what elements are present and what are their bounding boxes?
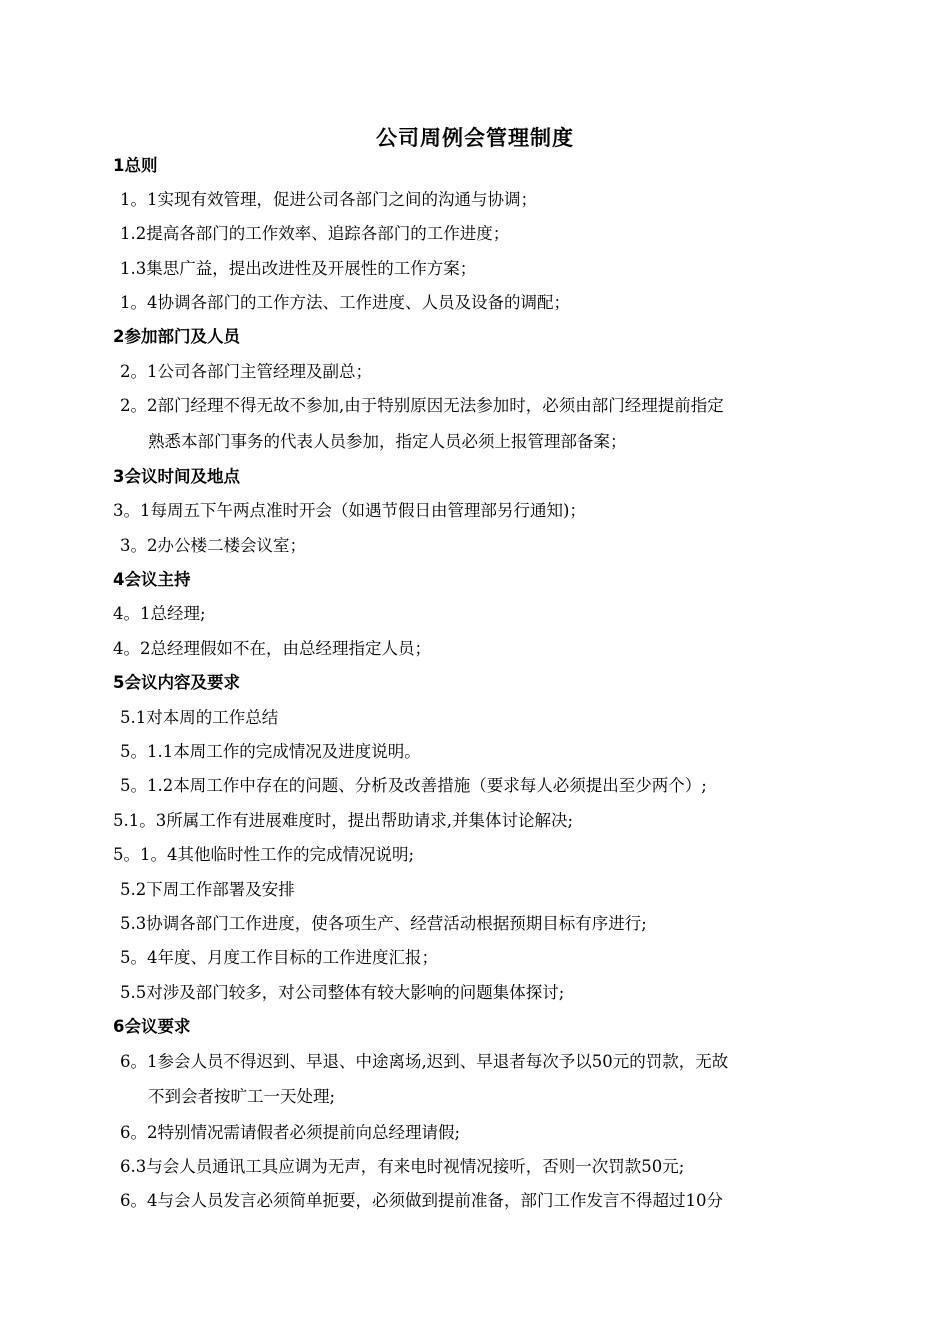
clause-line: 5。1.2本周工作中存在的问题、分析及改善措施（要求每人必须提出至少两个）;	[120, 776, 707, 795]
clause-line: 5.3协调各部门工作进度，使各项生产、经营活动根据预期目标有序进行;	[120, 914, 647, 933]
clause-line: 4。2总经理假如不在，由总经理指定人员；	[113, 639, 431, 658]
clause-line: 6。4与会人员发言必须简单扼要，必须做到提前准备，部门工作发言不得超过10分	[120, 1191, 723, 1210]
clause-line: 5.1对本周的工作总结	[120, 708, 279, 727]
section-heading: 2参加部门及人员	[113, 327, 240, 346]
clause-line: 5.2下周工作部署及安排	[120, 880, 295, 899]
clause-line: 6。2特别情况需请假者必须提前向总经理请假;	[120, 1123, 461, 1142]
clause-line: 2。2部门经理不得无故不参加,由于特别原因无法参加时，必须由部门经理提前指定	[120, 396, 724, 415]
clause-line: 5。1。4其他临时性工作的完成情况说明;	[113, 845, 415, 864]
clause-line: 5。1.1本周工作的完成情况及进度说明。	[120, 742, 421, 761]
section-heading: 5会议内容及要求	[113, 673, 240, 692]
clause-continuation: 不到会者按旷工一天处理;	[148, 1087, 336, 1106]
section-heading: 4会议主持	[113, 570, 191, 589]
clause-line: 1。4协调各部门的工作方法、工作进度、人员及设备的调配；	[120, 293, 570, 312]
clause-line: 1.3集思广益，提出改进性及开展性的工作方案；	[120, 259, 477, 278]
clause-line: 1.2提高各部门的工作效率、追踪各部门的工作进度；	[120, 224, 510, 243]
document-title: 公司周例会管理制度	[376, 126, 574, 150]
section-heading: 3会议时间及地点	[113, 467, 240, 486]
section-heading: 1总则	[113, 156, 158, 175]
clause-line: 5.5对涉及部门较多，对公司整体有较大影响的问题集体探讨;	[120, 983, 565, 1002]
clause-line: 3。1每周五下午两点准时开会（如遇节假日由管理部另行通知)；	[113, 501, 586, 520]
clause-line: 6.3与会人员通讯工具应调为无声，有来电时视情况接听，否则一次罚款50元;	[120, 1157, 685, 1176]
clause-line: 4。1总经理;	[113, 604, 206, 623]
clause-continuation: 熟悉本部门事务的代表人员参加，指定人员必须上报管理部备案；	[148, 432, 627, 451]
section-heading: 6会议要求	[113, 1017, 191, 1036]
clause-line: 5。4年度、月度工作目标的工作进度汇报；	[120, 948, 438, 967]
clause-line: 6。1参会人员不得迟到、早退、中途离场,迟到、早退者每次予以50元的罚款，无故	[120, 1052, 729, 1071]
clause-line: 1。1实现有效管理，促进公司各部门之间的沟通与协调；	[120, 190, 537, 209]
clause-line: 3。2办公楼二楼会议室；	[120, 536, 306, 555]
clause-line: 2。1公司各部门主管经理及副总；	[120, 362, 372, 381]
clause-line: 5.1。3所属工作有进展难度时，提出帮助请求,并集体讨论解决;	[113, 811, 574, 830]
